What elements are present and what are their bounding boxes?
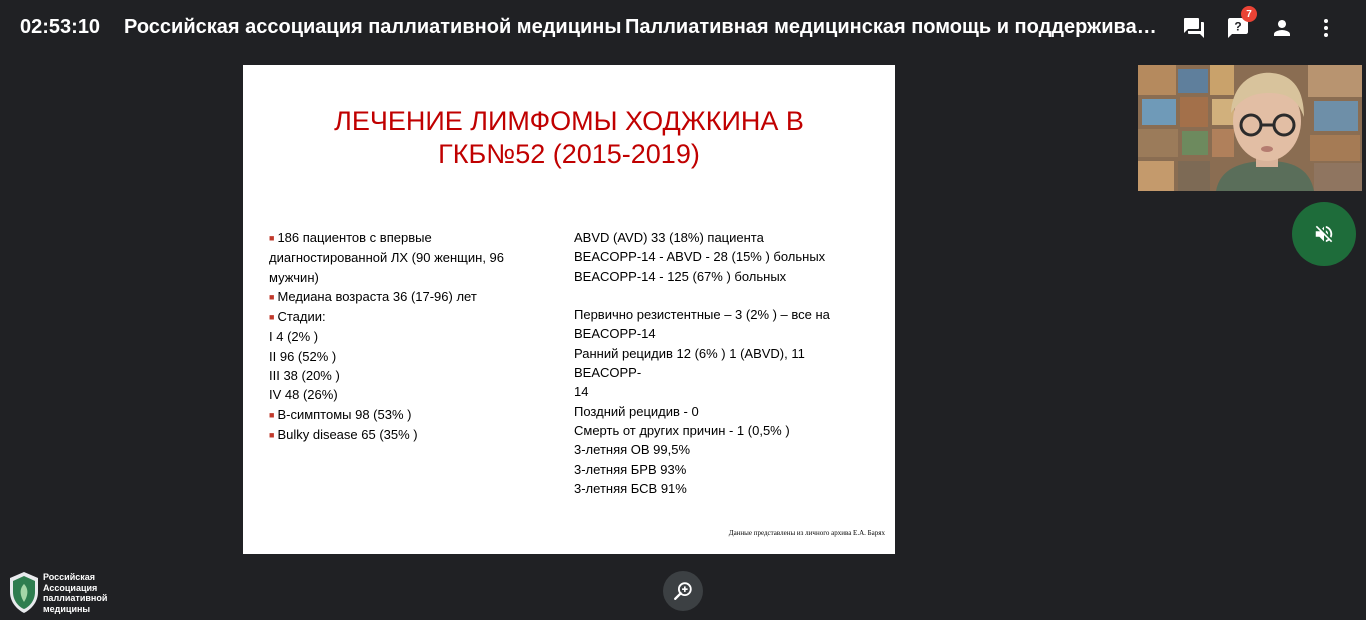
participants-button[interactable]: [1268, 14, 1296, 42]
more-vert-icon: [1314, 16, 1338, 40]
notification-badge: 7: [1241, 6, 1257, 22]
bullet-icon: ■: [269, 233, 275, 243]
list-item: BEACOPP-14 - 125 (67% ) больных: [574, 268, 787, 284]
list-item: Смерть от других причин - 1 (0,5% ): [574, 422, 790, 438]
slide-right-column: [574, 228, 874, 498]
list-item: ■ Bulky disease 65 (35% ): [269, 426, 418, 442]
list-item: диагностированной ЛХ (90 женщин, 96: [269, 250, 504, 266]
zoom-button[interactable]: [663, 571, 703, 611]
organization-logo-text: Российская Ассоциация паллиативной медицины: [43, 572, 108, 614]
list-item: 3-летняя ОВ 99,5%: [574, 442, 691, 458]
list-item: мужчин): [269, 269, 319, 285]
mute-button[interactable]: [1292, 202, 1356, 266]
chat-icon: [1182, 16, 1206, 40]
organization-logo: [8, 570, 40, 614]
slide-title-line: ГКБ№52 (2015-2019): [438, 139, 700, 169]
list-item: 3-летняя БРВ 93%: [574, 461, 687, 477]
list-item: BEACOPP-14 - ABVD - 28 (15% ) больных: [574, 249, 826, 265]
list-item: II 96 (52% ): [269, 348, 337, 364]
list-item: 14: [574, 384, 589, 400]
more-options-button[interactable]: [1312, 14, 1340, 42]
slide-title-line: ЛЕЧЕНИЕ ЛИМФОМЫ ХОДЖКИНА В: [334, 106, 804, 136]
meeting-title: Паллиативная медицинская помощь и поддержива…: [625, 16, 1157, 38]
bullet-icon: ■: [269, 429, 275, 440]
slide-title: [243, 105, 895, 171]
list-item: ABVD (AVD) 33 (18%) пациента: [574, 230, 764, 245]
svg-text:?: ?: [1234, 19, 1242, 34]
volume-off-icon: [1313, 223, 1335, 245]
list-item: ■ 186 пациентов с впервые: [269, 230, 432, 245]
spacer: [574, 286, 874, 305]
zoom-in-icon: [672, 580, 694, 602]
participant-video[interactable]: [1138, 65, 1362, 191]
list-item: Поздний рецидив - 0: [574, 403, 699, 419]
list-item: ■ В-симптомы 98 (53% ): [269, 406, 412, 422]
list-item: Ранний рецидив 12 (6% ) 1 (ABVD), 11 BEACOPP-: [574, 345, 805, 381]
organization-name: Российская ассоциация паллиативной медицины: [124, 16, 622, 38]
list-item: IV 48 (26%): [269, 387, 338, 403]
bullet-icon: ■: [269, 409, 275, 420]
list-item: 3-летняя БСВ 91%: [574, 480, 687, 496]
list-item: ■ Медиана возраста 36 (17-96) лет: [269, 288, 477, 304]
list-item: I 4 (2% ): [269, 329, 319, 345]
presentation-slide: [243, 65, 895, 554]
bullet-icon: ■: [269, 312, 275, 323]
slide-footnote: Данные представлены из личного архива Е.А. Барях: [728, 529, 885, 537]
list-item: BEACOPP-14: [574, 326, 656, 342]
list-item: Первично резистентные – 3 (2% ) – все на: [574, 307, 830, 323]
top-bar: [0, 0, 1366, 56]
list-item: ■ Стадии:: [269, 309, 326, 325]
bullet-icon: ■: [269, 291, 275, 302]
list-item: III 38 (20% ): [269, 368, 340, 384]
slide-left-column: [269, 228, 549, 445]
chat-button[interactable]: [1180, 14, 1208, 42]
meeting-time: 02:53:10: [20, 16, 101, 38]
person-icon: [1270, 16, 1294, 40]
